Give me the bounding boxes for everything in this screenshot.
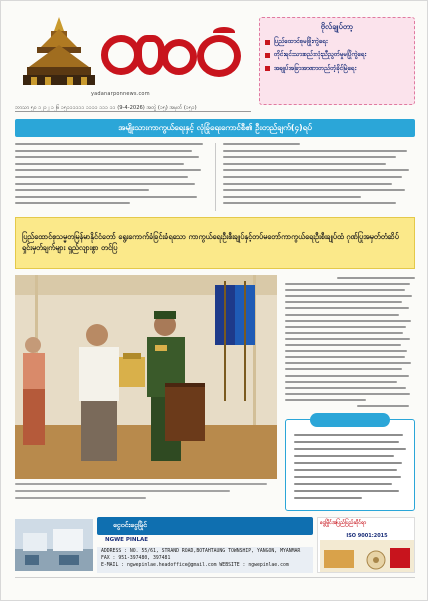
- ad-fax: 951-397480, 397481: [118, 555, 171, 561]
- masthead-website: yadanarponnews.com: [91, 91, 150, 97]
- slogan-item-text: ပြည်ထောင်စုမဖြိုးကွဲရေး: [274, 38, 328, 45]
- factory-illustration: [15, 519, 93, 571]
- bullet-icon: [265, 40, 270, 45]
- lead-article-text: [285, 277, 415, 415]
- slogan-item: [265, 51, 409, 58]
- objectives-column-left: [15, 143, 207, 213]
- ceremony-photo-illustration: [15, 275, 277, 479]
- ad-banner-title: ငွေဝင်းငွေမြိုင်: [113, 521, 148, 529]
- ad-email-label: E-MAIL :: [101, 562, 125, 568]
- ad-banner: [97, 517, 313, 573]
- objectives-headline-bar: [15, 119, 415, 137]
- slogan-box-title: ဗိုလ်ချုပ်တာ့: [320, 22, 354, 31]
- info-box-text: [294, 434, 408, 504]
- ad-banner-header: [97, 517, 313, 535]
- ad-address: NO. 55/61, STRAND ROAD,BOTAHTAUNG TOWNSHIP, YANGON, MYANMAR: [129, 549, 301, 554]
- ad-right-title: ငွေမြိုင်အပြည်ပြည်ဆိုင်ရာ: [320, 520, 367, 526]
- footer-divider: [15, 577, 415, 578]
- slogan-item: [265, 65, 409, 72]
- ad-fax-label: FAX :: [101, 555, 116, 561]
- issue-info-line: ဘာသာ ၅၀ ၁၂၁၂ ၁၂၆ ၁၅၁၁၁၁၁၁ ၁၁၁၁ ၁၁၁ ၁၁ (9-4-2026) အတွဲ (၁၅) အမှတ် (၁၅၁): [15, 105, 197, 111]
- masthead-title-logo: [101, 29, 251, 87]
- masthead-divider: [15, 111, 251, 112]
- main-photo: [15, 275, 277, 479]
- ad-image-left: [15, 519, 93, 571]
- ad-website-label: WEBSITE :: [219, 562, 246, 568]
- objectives-headline-text: အမျိုးသားကာကွယ်ရေးနှင့် လုံခြုံရေးကောင်စီ၏ ဦးတည်ချက်(၄)ရပ်: [118, 123, 312, 132]
- paper-roll-illustration: [320, 540, 414, 572]
- bullet-icon: [265, 66, 270, 71]
- ad-company-name: NGWE PINLAE: [105, 537, 149, 543]
- iso-badge: ISO 9001:2015: [346, 533, 388, 539]
- slogan-item: [265, 38, 409, 45]
- column-divider: [215, 143, 216, 211]
- masthead: [15, 11, 251, 103]
- ad-right: [317, 517, 415, 573]
- lead-headline: ပြည်ထောင်စုသမ္မတမြန်မာနိုင်ငံတော် ရွေးကောက်ခံခြင်းခံရသော ကာကွယ်ရေးဦးစီးချုပ်နှင့်တပ်မတော်ကာကွယ်ရေးဦးစီးချုပ်ထံ ဂုဏ်ပြုအမှတ်တံဆိပ်ရှင်းမှတ်ချက်များ ရှည်လျားစွာ တင်ပြ: [22, 232, 399, 252]
- ad-website: ngwepinlae.com: [248, 562, 289, 568]
- ad-email: ngwepinlae.headoffice@gmail.com: [127, 562, 217, 568]
- info-box: [285, 419, 415, 511]
- ad-contact-block: [97, 547, 313, 573]
- slogan-item-text: အချုပ်အခြာအာဏာတည်တံ့ခိုင်မြဲရေး: [274, 64, 357, 72]
- slogan-item-text: တိုင်းရင်းသားစည်းလုံးညီညွတ်မှုမပြိုကွဲရေး: [274, 51, 367, 59]
- photo-caption: [15, 483, 277, 505]
- lead-headline-box: [15, 217, 415, 269]
- ad-address-label: ADDRESS :: [101, 549, 127, 554]
- bullet-icon: [265, 53, 270, 58]
- temple-logo-icon: [21, 15, 97, 89]
- objectives-column-right: [223, 143, 415, 213]
- info-box-title: [310, 413, 390, 427]
- slogan-box: [259, 17, 415, 105]
